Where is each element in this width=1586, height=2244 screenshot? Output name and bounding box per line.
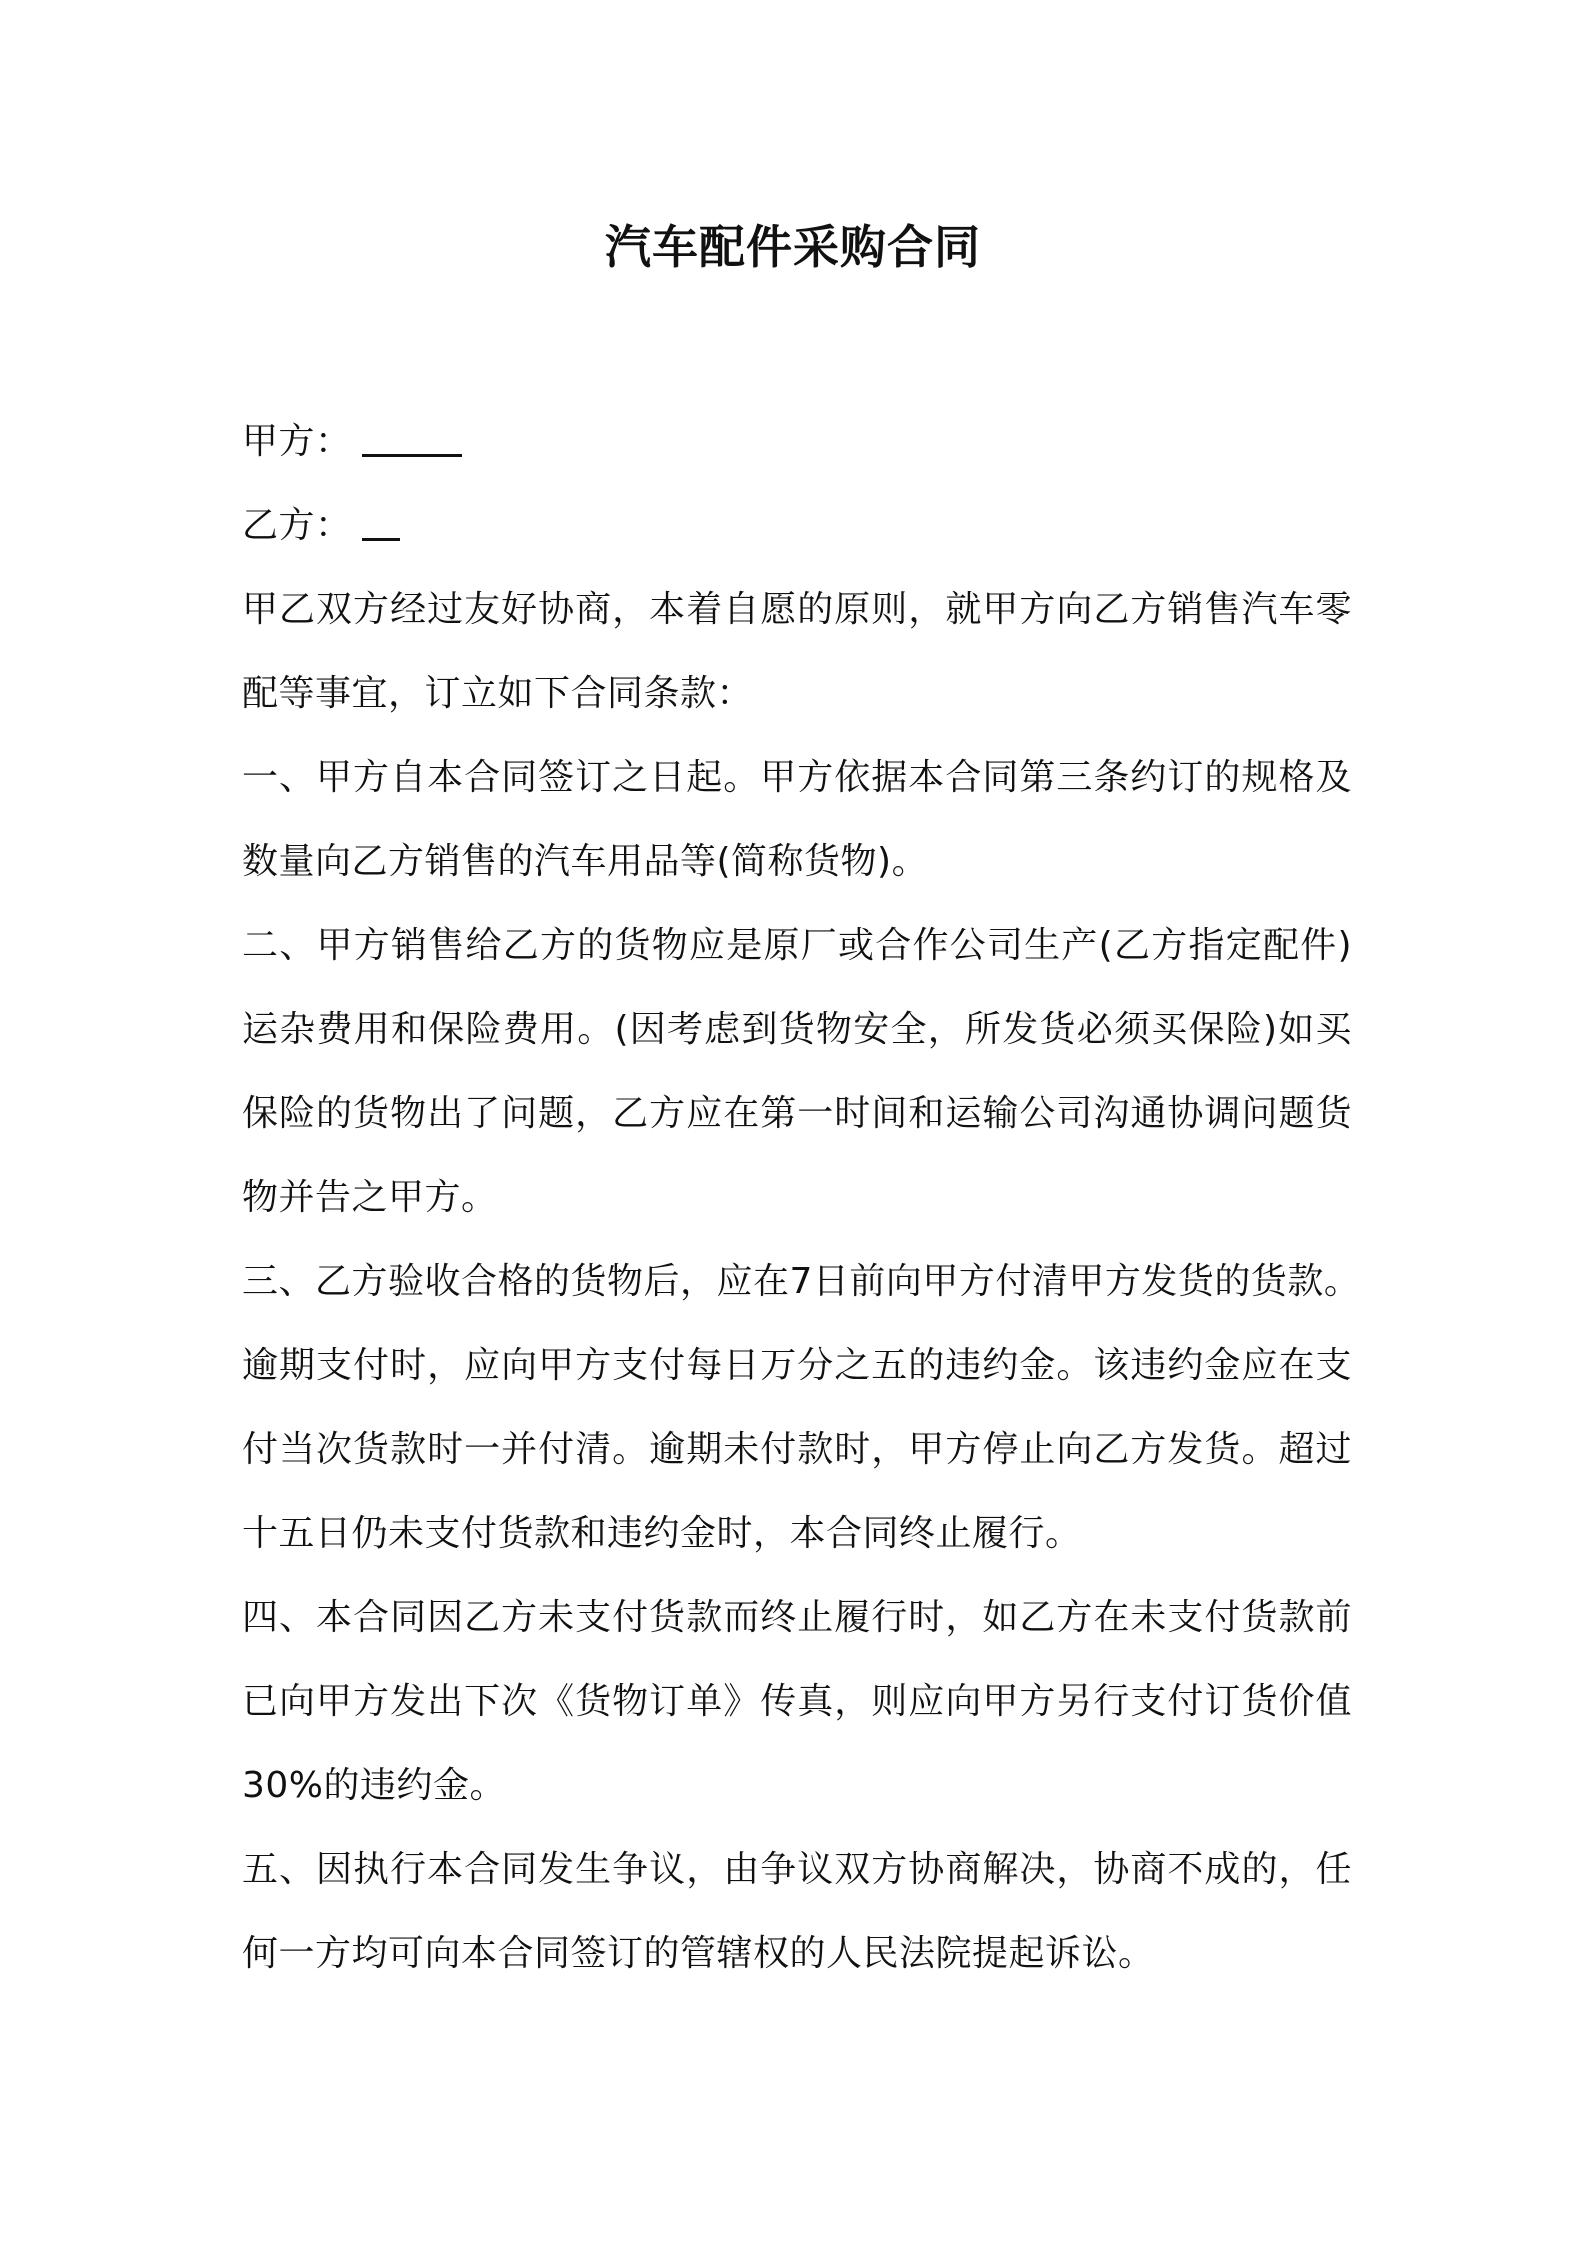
contract-line-12: 十五日仍未支付货款和违约金时，本合同终止履行。 [242, 1513, 1082, 1554]
contract-line-14: 已向甲方发出下次《货物订单》传真，则应向甲方另行支付订货价值 [242, 1681, 1352, 1722]
contract-body [242, 400, 1361, 1996]
document-title: 汽车配件采购合同 [605, 220, 981, 274]
party-b-line [242, 484, 1352, 568]
party-a-line [242, 400, 1352, 484]
party-a-label: 甲方： [242, 421, 352, 462]
party-a-blank [362, 418, 462, 457]
contract-line-3: 一、甲方自本合同签订之日起。甲方依据本合同第三条约订的规格及 [242, 757, 1352, 798]
contract-line-4: 数量向乙方销售的汽车用品等(简称货物)。 [242, 841, 929, 882]
contract-line-15: 30%的违约金。 [242, 1765, 507, 1806]
party-b-blank [362, 502, 400, 541]
contract-line-17: 何一方均可向本合同签订的管辖权的人民法院提起诉讼。 [242, 1933, 1155, 1974]
contract-line-6: 运杂费用和保险费用。(因考虑到货物安全，所发货必须买保险)如买 [242, 1009, 1352, 1050]
contract-line-11: 付当次货款时一并付清。逾期未付款时，甲方停止向乙方发货。超过 [242, 1429, 1352, 1470]
contract-line-8: 物并告之甲方。 [242, 1177, 498, 1218]
contract-line-5: 二、甲方销售给乙方的货物应是原厂或合作公司生产(乙方指定配件) [242, 925, 1352, 966]
contract-line-13: 四、本合同因乙方未支付货款而终止履行时，如乙方在未支付货款前 [242, 1597, 1352, 1638]
party-b-label: 乙方： [242, 505, 352, 546]
contract-line-9: 三、乙方验收合格的货物后，应在7日前向甲方付清甲方发货的货款。 [242, 1261, 1361, 1302]
contract-line-16: 五、因执行本合同发生争议，由争议双方协商解决，协商不成的，任 [242, 1849, 1352, 1890]
contract-line-7: 保险的货物出了问题，乙方应在第一时间和运输公司沟通协调问题货 [242, 1093, 1352, 1134]
contract-line-1: 甲乙双方经过友好协商，本着自愿的原则，就甲方向乙方销售汽车零 [242, 589, 1352, 630]
contract-line-10: 逾期支付时，应向甲方支付每日万分之五的违约金。该违约金应在支 [242, 1345, 1352, 1386]
contract-line-2: 配等事宜，订立如下合同条款： [242, 673, 754, 714]
